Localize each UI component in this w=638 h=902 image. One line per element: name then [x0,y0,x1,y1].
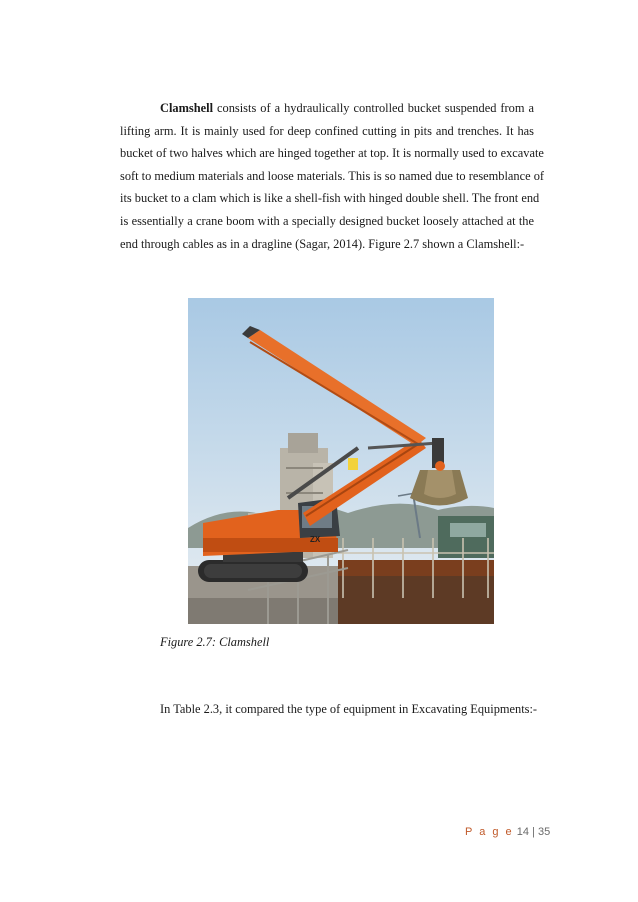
paragraph-line: is essentially a crane boom with a specially designed bucket loosely attached at the [120,213,534,228]
page-number: 14 [516,826,529,838]
figure-caption: Figure 2.7: Clamshell [160,635,270,649]
paragraph-line: Clamshell consists of a hydraulically controlled bucket suspended from a [160,101,534,115]
table-intro-paragraph: In Table 2.3, it compared the type of equipment in Excavating Equipments:- [160,702,538,716]
paragraph-line: bucket of two halves which are hinged together at top. It is normally used to excavate [120,146,544,161]
clamshell-paragraph [120,97,545,255]
page-footer [465,826,550,838]
page-separator: | [532,826,535,838]
term-clamshell: Clamshell [160,101,214,115]
paragraph-line: lifting arm. It is mainly used for deep confined cutting in pits and trenches. It has [120,123,534,138]
clamshell-photo [188,298,494,624]
paragraph-line: end through cables as in a dragline (Sagar, 2014). Figure 2.7 shown a Clamshell:- [120,236,525,251]
total-pages: 35 [537,826,551,838]
machine-label: ZX [310,535,321,544]
paragraph-line: its bucket to a clam which is like a shell-fish with hinged double shell. The front end [120,191,540,206]
paragraph-line: soft to medium materials and loose materials. This is so named due to resemblance of [120,168,545,183]
page-word: P a g e [465,826,514,838]
